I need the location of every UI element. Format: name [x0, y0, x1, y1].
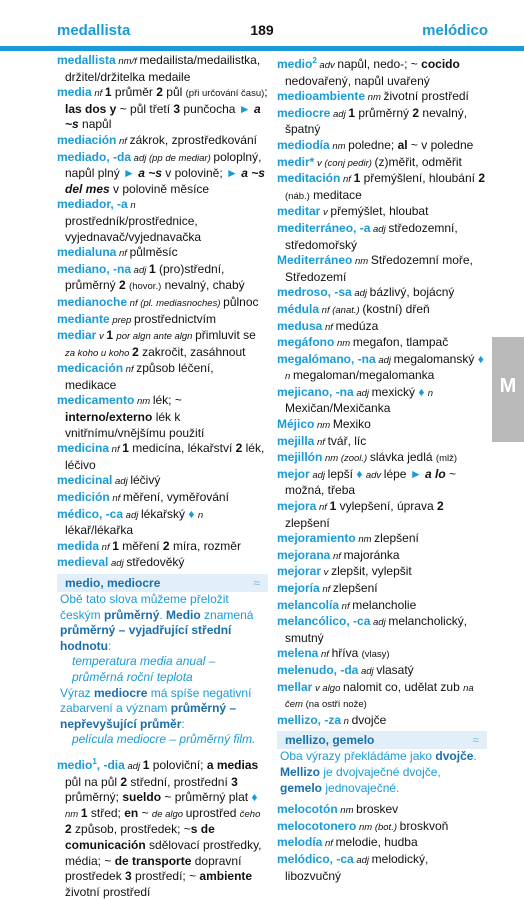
wave-icon: ≈ [472, 733, 479, 748]
usage-note-body [57, 592, 268, 748]
dictionary-entry: meditación nf 1 přemýšlení, hloubání 2 (náb.) meditace [277, 171, 485, 202]
header-rule [0, 46, 524, 51]
alphabet-tab [492, 337, 524, 442]
dictionary-entry: medio$^2$ adv napůl, nedo-; ~ cocido nedovařený, napůl uvařený [277, 56, 460, 88]
usage-note-line: temperatura media anual – průměrná roční teplota [72, 654, 216, 684]
dictionary-entry: medioambiente nm životní prostředí [277, 89, 469, 104]
dictionary-entry: medir* v (conj pedir) (z)měřit, odměřit [277, 154, 462, 169]
dictionary-entry: mejorar v zlepšit, vylepšit [277, 564, 412, 579]
dictionary-entry: mejillón nm (zool.) slávka jedlá (mlž) [277, 450, 458, 465]
usage-note-line: película mediocre – průměrný film. [72, 732, 256, 747]
dictionary-entry: melenudo, -da adj vlasatý [277, 662, 414, 677]
left-entries-after [57, 754, 268, 900]
usage-note-line: Oba výrazy překládáme jako dvojče. Mellizo je dvojvaječné dvojče, gemelo jednovaječné. [280, 749, 477, 795]
dictionary-entry: medicamento nm lék; ~ interno/externo lék k vnitřnímu/vnějšímu použití [57, 393, 205, 440]
dictionary-entry: mediado, -da adj (pp de mediar) poloplný, napůl plný ► a ~s v polovině; ► a ~s del mes v polovině měsíce [57, 149, 265, 196]
dictionary-entry: mejoría nf zlepšení [277, 581, 378, 595]
usage-note-title: medio, mediocre ≈ [65, 576, 260, 590]
left-running-headword: medallista [57, 22, 131, 39]
dictionary-entry: mediano, -na adj 1 (pro)střední, průměrný 2 (hovor.) nevalný, chabý [57, 261, 245, 293]
dictionary-entry: medida nf 1 měření 2 míra, rozměr [57, 538, 241, 553]
dictionary-entry: mejor adj lepší ♦ adv lépe ► a lo ~ možná, třeba [277, 466, 457, 498]
left-entries [57, 53, 268, 572]
right-entries-after [277, 802, 487, 884]
dictionary-entry: mejorana nf majoránka [277, 547, 400, 562]
dictionary-entry: medición nf měření, vyměřování [57, 490, 229, 505]
usage-note-box [57, 574, 268, 748]
dictionary-entry: Mediterráneo nm Středozemní moře, Středozemí [277, 253, 473, 284]
right-running-headword: melódico [422, 22, 488, 39]
dictionary-entry: médico, -ca adj lékařský ♦ n lékař/lékařka [57, 506, 204, 538]
dictionary-entry: medio$^1$, -dia adj 1 poloviční; a medias půl na půl 2 střední, prostřední 3 průměrný; sueldo ~ průměrný plat ♦ nm 1 střed; en ~ de algo uprostřed čeho 2 způsob, prostředek; ~s de comunicación sdělovací prostředky, média; ~ de transporte dopravní prostředek 3 prostředí; ~ ambiente životní prostředí [57, 756, 262, 899]
dictionary-entry: melodía nf melodie, hudba [277, 835, 418, 850]
dictionary-entry: megáfono nm megafon, tlampač [277, 335, 449, 350]
dictionary-entry: mejora nf 1 vylepšení, úprava 2 zlepšení [277, 499, 444, 530]
dictionary-entry: mellar v algo nalomit co, udělat zub na čem (na ostří nože) [277, 679, 474, 711]
dictionary-entry: medianoche nf (pl. mediasnoches) půlnoc [57, 294, 259, 309]
dictionary-entry: medicina nf 1 medicína, lékařství 2 lék, léčivo [57, 441, 265, 472]
dictionary-entry: medieval adj středověký [57, 555, 185, 570]
dictionary-entry: melancolía nf melancholie [277, 597, 417, 612]
usage-note-title: mellizo, gemelo ≈ [285, 733, 479, 748]
dictionary-entry: mediante prep prostřednictvím [57, 311, 217, 326]
dictionary-entry: melancólico, -ca adj melancholický, smutný [277, 614, 468, 645]
left-column [57, 53, 268, 900]
dictionary-entry: mellizo, -za n dvojče [277, 712, 387, 727]
dictionary-entry: melódico, -ca adj melodický, libozvučný [277, 851, 429, 883]
dictionary-entry: mediar v 1 por algn ante algn přimluvit se za koho u koho 2 zakročit, zasáhnout [57, 328, 256, 359]
dictionary-entry: medialuna nf půlměsíc [57, 245, 178, 260]
usage-note-line: Obě tato slova můžeme přeložit českým průměrný. Medio znamená průměrný – vyjadřující střední hodnotu: [60, 592, 254, 653]
dictionary-entry: mediador, -a n prostředník/prostřednice, vyjednavač/vyjednavačka [57, 197, 202, 244]
dictionary-entry: meditar v přemýšlet, hloubat [277, 204, 429, 219]
dictionary-entry: mediación nf zákrok, zprostředkování [57, 132, 257, 147]
tab-letter: M [499, 375, 517, 397]
dictionary-entry: mediodía nm poledne; al ~ v poledne [277, 137, 474, 152]
dictionary-entry: medusa nf medúza [277, 318, 379, 333]
dictionary-entry: medicinal adj léčivý [57, 473, 161, 488]
usage-note-body [277, 749, 487, 796]
dictionary-entry: mejicano, -na adj mexický ♦ n Mexičan/Mexičanka [277, 384, 434, 416]
dictionary-entry: mejoramiento nm zlepšení [277, 531, 419, 546]
dictionary-entry: mejilla nf tvář, líc [277, 433, 367, 448]
dictionary-entry: medicación nf způsob léčení, medikace [57, 361, 214, 392]
dictionary-entry: medallista nm/f medailista/medailistka, držitel/držitelka medaile [57, 53, 261, 84]
dictionary-entry: melocotonero nm (bot.) broskvoň [277, 818, 449, 833]
dictionary-entry: Méjico nm Mexiko [277, 417, 371, 432]
usage-note-box [277, 731, 487, 796]
dictionary-entry: médula nf (anat.) (kostní) dřeň [277, 301, 430, 316]
dictionary-entry: melena nf hříva (vlasy) [277, 646, 390, 661]
dictionary-entry: melocotón nm broskev [277, 802, 399, 817]
usage-note-line: Výraz mediocre má spíše negativní zabarvení a význam průměrný – nepřevyšující průměr: [60, 685, 252, 731]
dictionary-entry: mediocre adj 1 průměrný 2 nevalný, špatný [277, 105, 468, 137]
dictionary-entry: media nf 1 průměr 2 půl (při určování času); las dos y ~ půl třetí 3 punčocha ► a ~s napůl [57, 85, 268, 132]
dictionary-entry: megalómano, -na adj megalomanský ♦ n megaloman/megalomanka [277, 351, 484, 383]
right-column [277, 53, 487, 884]
right-entries [277, 53, 487, 729]
wave-icon: ≈ [253, 576, 260, 590]
dictionary-entry: medroso, -sa adj bázlivý, bojácný [277, 285, 455, 300]
dictionary-entry: mediterráneo, -a adj středozemní, středomořský [277, 220, 458, 252]
page-number: 189 [250, 22, 274, 38]
